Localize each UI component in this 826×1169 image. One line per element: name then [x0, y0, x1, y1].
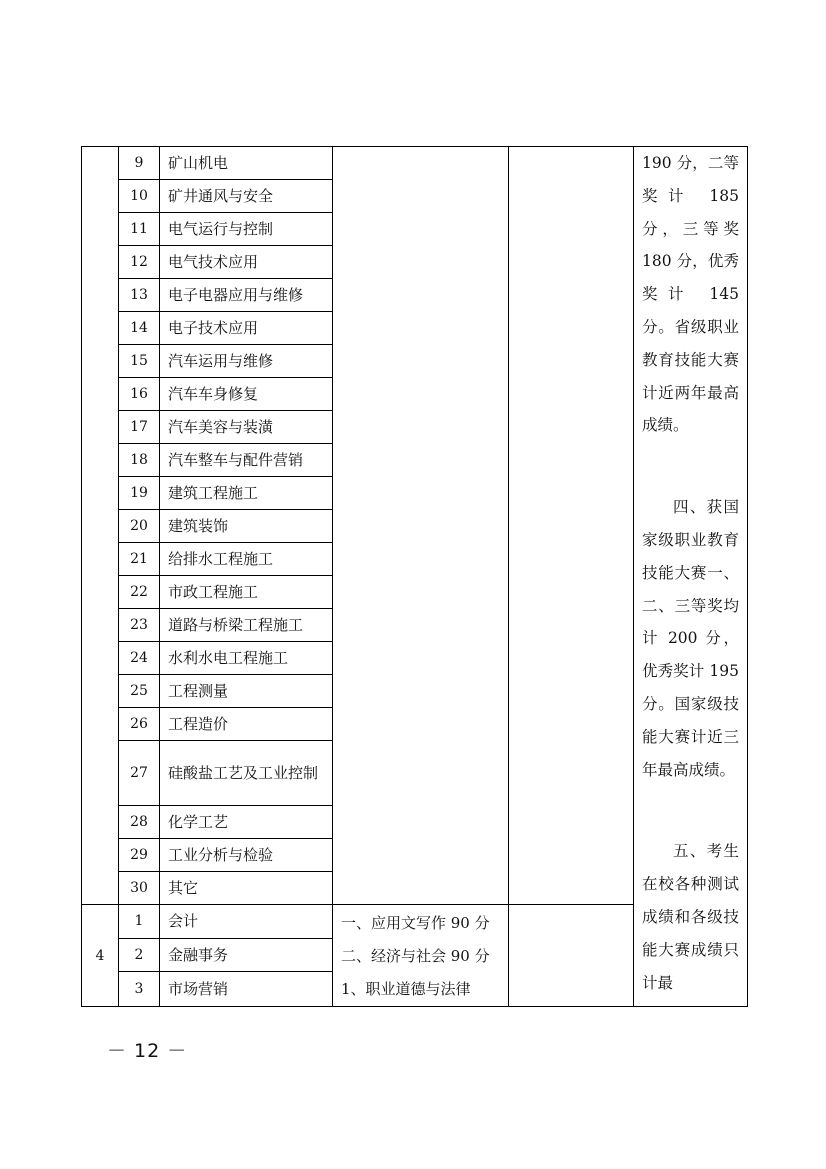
row-number: 16: [119, 378, 160, 411]
majors-table: [81, 146, 748, 1007]
row-number: 29: [119, 839, 160, 872]
exam-subjects-cell: [333, 905, 509, 1007]
major-name: 道路与桥梁工程施工: [160, 609, 333, 642]
exam-scores-cell: [509, 905, 634, 1007]
row-number: 27: [119, 741, 160, 806]
major-name: 水利水电工程施工: [160, 642, 333, 675]
major-name: 汽车车身修复: [160, 378, 333, 411]
note-paragraph: 190 分，二等奖计 185 分，三等奖 180 分，优秀奖计 145 分。省级职业教育技能大赛计近两年最高成绩。: [642, 154, 739, 435]
major-name: 会计: [160, 905, 333, 939]
major-name: 汽车美容与装潢: [160, 411, 333, 444]
row-number: 11: [119, 213, 160, 246]
major-name: 电子电器应用与维修: [160, 279, 333, 312]
row-number: 26: [119, 708, 160, 741]
group-number: 4: [82, 905, 119, 1007]
row-number: 22: [119, 576, 160, 609]
row-number: 25: [119, 675, 160, 708]
major-name: 其它: [160, 872, 333, 905]
major-name: 市政工程施工: [160, 576, 333, 609]
major-name: 给排水工程施工: [160, 543, 333, 576]
major-name: 工程造价: [160, 708, 333, 741]
row-number: 13: [119, 279, 160, 312]
row-number: 10: [119, 180, 160, 213]
major-name: 市场营销: [160, 972, 333, 1007]
major-name: 电气技术应用: [160, 246, 333, 279]
course-line: 一、应用文写作 90 分: [341, 914, 490, 932]
row-number: 30: [119, 872, 160, 905]
major-name: 工业分析与检验: [160, 839, 333, 872]
row-number: 28: [119, 806, 160, 839]
major-name: 建筑装饰: [160, 510, 333, 543]
major-name: 建筑工程施工: [160, 477, 333, 510]
major-name: 化学工艺: [160, 806, 333, 839]
row-number: 15: [119, 345, 160, 378]
row-number: 23: [119, 609, 160, 642]
row-number: 19: [119, 477, 160, 510]
row-number: 2: [119, 938, 160, 972]
major-name: 工程测量: [160, 675, 333, 708]
table-row: [82, 147, 748, 180]
row-number: 18: [119, 444, 160, 477]
exam-subjects-cell: [333, 147, 509, 905]
paragraph-gap: [642, 786, 739, 835]
row-number: 12: [119, 246, 160, 279]
major-name: 电子技术应用: [160, 312, 333, 345]
page-number: － 12 －: [107, 1040, 188, 1062]
note-paragraph: 四、获国家级职业教育技能大赛一、二、三等奖均计 200 分，优秀奖计 195 分。国家级技能大赛计近三年最高成绩。: [642, 498, 739, 779]
row-number: 14: [119, 312, 160, 345]
row-number: 24: [119, 642, 160, 675]
major-name: 汽车运用与维修: [160, 345, 333, 378]
row-number: 20: [119, 510, 160, 543]
note-paragraph: 五、考生在校各种测试成绩和各级技能大赛成绩只计最: [642, 842, 739, 992]
row-number: 21: [119, 543, 160, 576]
major-name: 矿山机电: [160, 147, 333, 180]
row-number: 9: [119, 147, 160, 180]
paragraph-gap: [642, 442, 739, 491]
major-name: 电气运行与控制: [160, 213, 333, 246]
row-number: 3: [119, 972, 160, 1007]
major-name: 金融事务: [160, 938, 333, 972]
major-name: 矿井通风与安全: [160, 180, 333, 213]
row-number: 1: [119, 905, 160, 939]
scoring-notes: [634, 147, 747, 1005]
course-line: 二、经济与社会 90 分: [341, 947, 490, 965]
table-body: [82, 147, 748, 1007]
course-line: 1、职业道德与法律: [341, 980, 471, 998]
major-name: 硅酸盐工艺及工业控制: [160, 741, 333, 806]
group-cell: [82, 147, 119, 905]
course-list: [333, 905, 508, 1006]
exam-scores-cell: [509, 147, 634, 905]
notes-cell: [634, 147, 748, 1007]
row-number: 17: [119, 411, 160, 444]
major-name: 汽车整车与配件营销: [160, 444, 333, 477]
